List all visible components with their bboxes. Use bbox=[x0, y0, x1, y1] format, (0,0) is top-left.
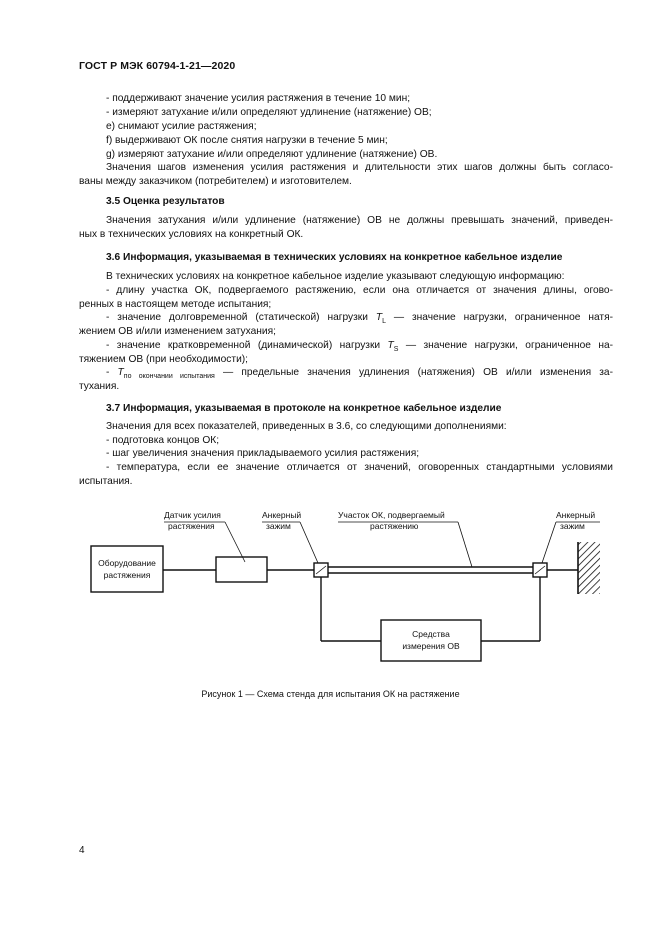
measurement-label: Средства bbox=[412, 629, 450, 639]
paragraph-line: ренных в настоящем методе испытания; bbox=[79, 299, 272, 310]
step-line: - измеряют затухание и/или определяют удлинение (натяжение) ОВ; bbox=[106, 107, 432, 118]
paragraph-line: испытания. bbox=[79, 476, 133, 487]
left-anchor-label: Анкерный bbox=[262, 510, 302, 520]
list-item: - шаг увеличения значения прикладываемого усилия растяжения; bbox=[106, 448, 420, 459]
test-stand-diagram bbox=[0, 500, 661, 680]
paragraph-line: Значения для всех показателей, приведенных в 3.6, со следующими дополнениями: bbox=[106, 421, 507, 432]
cable-section-label: растяжению bbox=[370, 521, 419, 531]
paragraph-line: В технических условиях на конкретное кабельное изделие указывают следующую информацию: bbox=[106, 271, 565, 282]
paragraph-line: - длину участка ОК, подвергаемого растяжению, если она отличается от значения длины, огово- bbox=[106, 285, 613, 296]
figure-caption: Рисунок 1 — Схема стенда для испытания ОК на растяжение bbox=[201, 689, 460, 699]
tensile-equipment-box bbox=[91, 546, 163, 592]
paragraph-line: тухания. bbox=[79, 381, 120, 392]
paragraph-line-load-tl: - значение долговременной (статической) нагрузки $T_L$ — значение нагрузки, ограниченное натя- bbox=[106, 312, 613, 325]
equipment-label: растяжения bbox=[103, 570, 151, 580]
step-line: - поддерживают значение усилия растяжения в течение 10 мин; bbox=[106, 93, 411, 104]
fixed-wall bbox=[578, 542, 600, 594]
paragraph-line: жением ОВ и/или изменением затухания; bbox=[79, 326, 276, 337]
section-heading-3-6: 3.6 Информация, указываемая в технических условиях на конкретное кабельное изделие bbox=[106, 252, 563, 263]
right-anchor-label: зажим bbox=[560, 521, 585, 531]
paragraph-line: Значения шагов изменения усилия растяжения и длительности этих шагов должны быть согласо- bbox=[106, 162, 613, 173]
list-item: - температура, если ее значение отличается от значений, оговоренных стандартными условиями bbox=[106, 462, 613, 473]
paragraph-line-limit: - $T_{по окончании испытания}$ — предельные значения удлинения (натяжения) ОВ и/или изменения за- bbox=[106, 367, 613, 380]
document-header: ГОСТ Р МЭК 60794-1-21—2020 bbox=[79, 60, 236, 72]
paragraph-line-load-ts: - значение кратковременной (динамической) нагрузки $T_S$ — значение нагрузки, ограниченное на- bbox=[106, 340, 613, 353]
section-heading-3-5: 3.5 Оценка результатов bbox=[106, 196, 225, 207]
cable-section-label: Участок ОК, подвергаемый bbox=[338, 510, 445, 520]
step-line: е) снимают усилие растяжения; bbox=[106, 121, 257, 132]
section-heading-3-7: 3.7 Информация, указываемая в протоколе на конкретное кабельное изделие bbox=[106, 403, 502, 414]
right-anchor-label: Анкерный bbox=[556, 510, 596, 520]
list-item: - подготовка концов ОК; bbox=[106, 435, 220, 446]
paragraph-line: ваны между заказчиком (потребителем) и изготовителем. bbox=[79, 176, 352, 187]
sensor-label: растяжения bbox=[168, 521, 215, 531]
paragraph-line: Значения затухания и/или удлинение (натяжение) ОВ не должны превышать значений, приведен- bbox=[106, 215, 613, 226]
paragraph-line: тяжением ОВ (при необходимости); bbox=[79, 354, 248, 365]
measurement-label: измерения ОВ bbox=[402, 641, 460, 651]
equipment-label: Оборудование bbox=[98, 558, 156, 568]
left-anchor-label: зажим bbox=[266, 521, 291, 531]
tension-sensor-box bbox=[216, 557, 267, 582]
sensor-label: Датчик усилия bbox=[164, 510, 221, 520]
step-line: f) выдерживают ОК после снятия нагрузки в течение 5 мин; bbox=[106, 135, 388, 146]
page-number: 4 bbox=[79, 845, 85, 856]
step-line: g) измеряют затухание и/или определяют удлинение (натяжение) ОВ. bbox=[106, 149, 438, 160]
paragraph-line: ных в технических условиях на конкретный ОК. bbox=[79, 229, 304, 240]
